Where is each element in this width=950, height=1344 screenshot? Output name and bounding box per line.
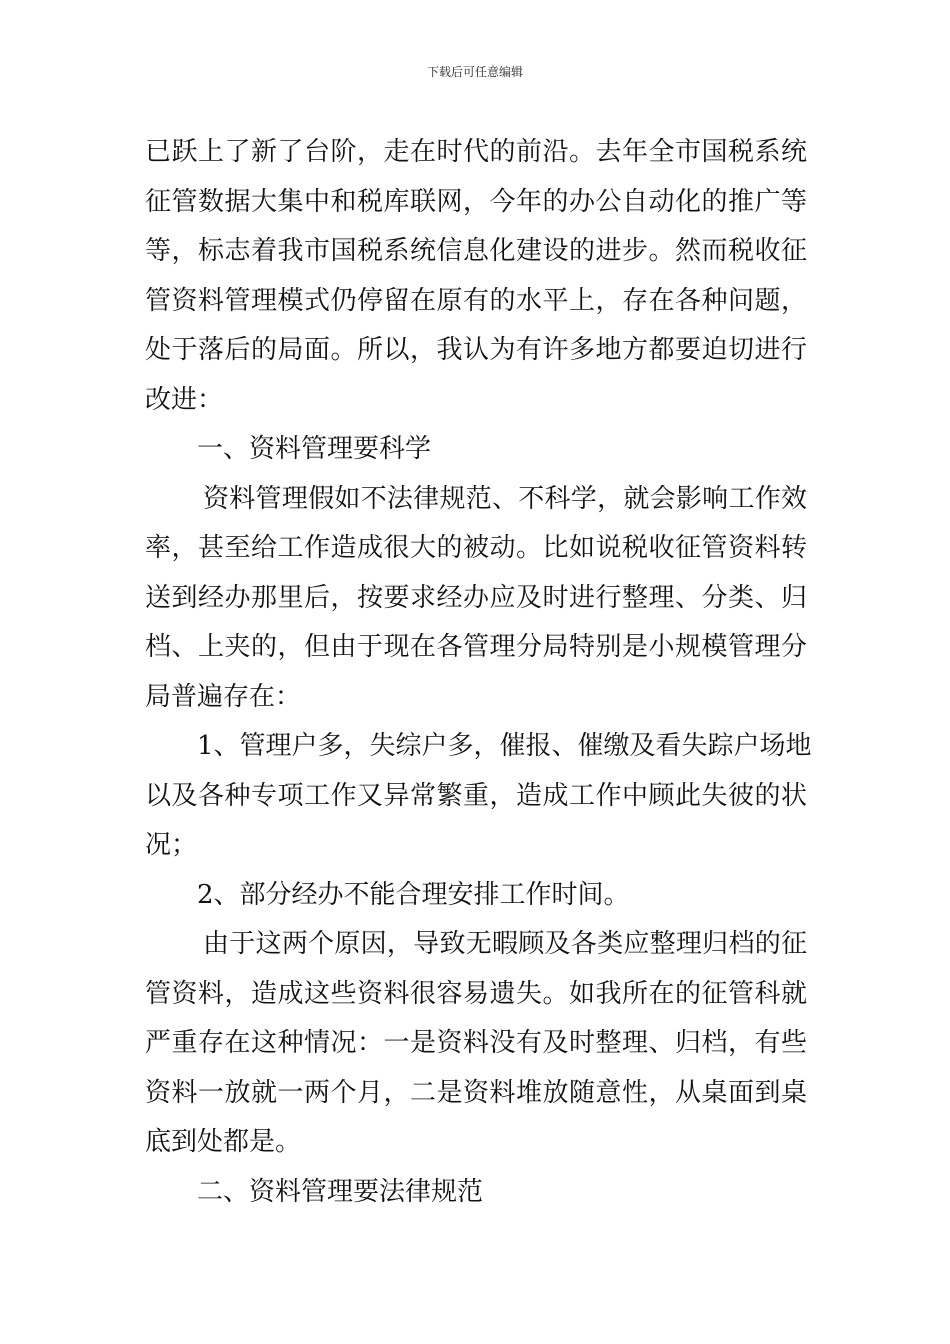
body-line: 严重存在这种情况：一是资料没有及时整理、归档，有些 xyxy=(145,1028,807,1058)
section-heading-1: 一、资料管理要科学 xyxy=(197,434,432,464)
page-header-note: 下载后可任意编辑 xyxy=(426,65,523,79)
body-line: 局普遍存在： xyxy=(145,681,302,712)
body-line: 率，甚至给工作造成很大的被动。比如说税收征管资料转 xyxy=(145,533,807,563)
body-line: 管资料，造成这些资料很容易遗失。如我所在的征管科就 xyxy=(145,978,807,1009)
section-heading-2: 二、资料管理要法律规范 xyxy=(197,1176,484,1207)
body-line: 处于落后的局面。所以，我认为有许多地方都要迫切进行 xyxy=(145,335,807,365)
body-line: 管资料管理模式仍停留在原有的水平上，存在各种问题， xyxy=(145,285,807,316)
body-line: 资料一放就一两个月，二是资料堆放随意性，从桌面到桌 xyxy=(145,1077,807,1108)
body-line: 等，标志着我市国税系统信息化建设的进步。然而税收征 xyxy=(145,236,807,266)
body-line: 改进： xyxy=(145,384,224,415)
document-body xyxy=(145,128,812,1217)
body-line: 底到处都是。 xyxy=(145,1127,302,1157)
list-item-2: 2、部分经办不能合理安排工作时间。 xyxy=(197,879,630,910)
list-item-1: 1、管理户多，失综户多，催报、催缴及看失踪户场地 xyxy=(197,731,812,761)
body-line: 以及各种专项工作又异常繁重，造成工作中顾此失彼的状 xyxy=(145,780,807,811)
body-line: 由于这两个原因，导致无暇顾及各类应整理归档的征 xyxy=(203,929,807,959)
body-line: 况； xyxy=(145,830,198,860)
body-line: 征管数据大集中和税库联网，今年的办公自动化的推广等 xyxy=(145,186,807,217)
body-line: 已跃上了新了台阶，走在时代的前沿。去年全市国税系统 xyxy=(145,137,807,167)
body-line: 送到经办那里后，按要求经办应及时进行整理、分类、归 xyxy=(145,582,807,613)
body-line: 档、上夹的，但由于现在各管理分局特别是小规模管理分 xyxy=(145,632,807,662)
body-line: 资料管理假如不法律规范、不科学，就会影响工作效 xyxy=(203,483,807,514)
